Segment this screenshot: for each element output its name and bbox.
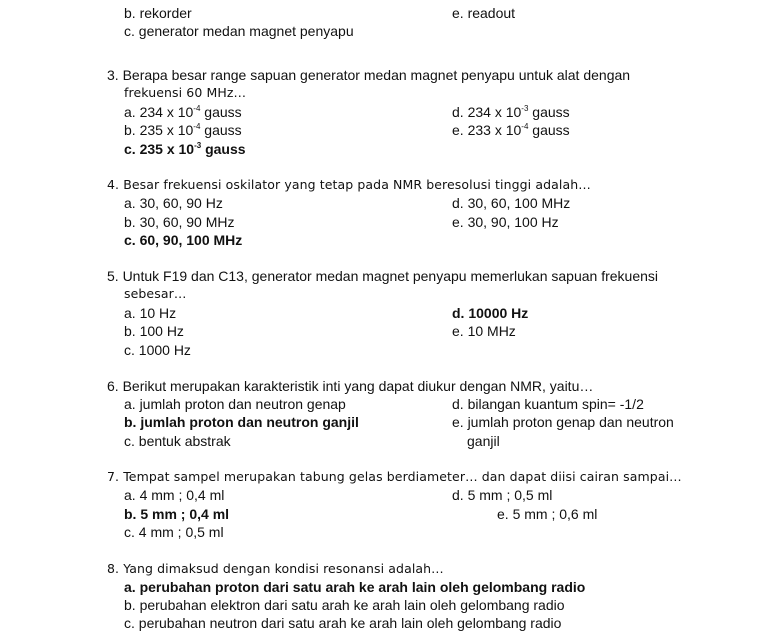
q5-option-a: a. 10 Hz [124,305,177,321]
q3-option-b: b. 235 x $10^{-4}$ gauss [124,122,242,138]
q4-option-a: a. 30, 60, 90 Hz [124,195,223,211]
q3-question: 3. Berapa besar range sapuan generator medan magnet penyapu untuk alat dengan [107,67,631,83]
q6-option-e-cont: ganjil [467,433,500,449]
q7-option-b-answer: b. 5 mm ; 0,4 ml [124,506,230,522]
q7-option-e: e. 5 mm ; 0,6 ml [497,506,598,522]
q5-option-e: e. 10 MHz [452,323,516,339]
q6-option-b-answer: b. jumlah proton dan neutron ganjil [124,414,359,430]
q5-question: 5. Untuk F19 dan C13, generator medan magnet penyapu memerlukan sapuan frekuensi [107,268,659,284]
q4-option-d: d. 30, 60, 100 MHz [452,195,571,211]
q4-question: 4. Besar frekuensi oskilator yang tetap pada NMR beresolusi tinggi adalah… [107,177,591,192]
q4-option-b: b. 30, 60, 90 MHz [124,214,235,230]
q2-option-b: b. rekorder [124,5,192,21]
q3-option-d: d. 234 x $10^{-3}$ gauss [452,104,570,120]
q8-option-a-answer: a. perubahan proton dari satu arah ke arah lain oleh gelombang radio [124,579,586,595]
q6-option-d: d. bilangan kuantum spin= -1/2 [452,396,644,412]
q7-option-a: a. 4 mm ; 0,4 ml [124,487,225,503]
q2-option-c: c. generator medan magnet penyapu [124,23,354,39]
q7-option-c: c. 4 mm ; 0,5 ml [124,524,224,540]
q8-question: 8. Yang dimaksud dengan kondisi resonansi adalah… [107,561,444,576]
q7-option-d: d. 5 mm ; 0,5 ml [452,487,553,503]
q3-option-e: e. 233 x $10^{-4}$ gauss [452,122,570,138]
q6-option-e: e. jumlah proton genap dan neutron [452,414,674,430]
q6-question: 6. Berikut merupakan karakteristik inti yang dapat diukur dengan NMR, yaitu… [107,378,594,394]
q5-option-c: c. 1000 Hz [124,342,191,358]
q6-option-c: c. bentuk abstrak [124,433,231,449]
q5-option-d-answer: d. 10000 Hz [452,305,529,321]
q8-option-c: c. perubahan neutron dari satu arah ke arah lain oleh gelombang radio [124,615,562,631]
q3-question-cont: frekuensi 60 MHz… [124,85,247,100]
q5-question-cont: sebesar… [124,286,187,301]
q5-option-b: b. 100 Hz [124,323,184,339]
q2-option-e: e. readout [452,5,516,21]
q8-option-b: b. perubahan elektron dari satu arah ke arah lain oleh gelombang radio [124,597,565,613]
q3-option-c-answer: c. 235 x $10^{-3}$ gauss [124,141,246,157]
q3-option-a: a. 234 x $10^{-4}$ gauss [124,104,242,120]
q4-option-e: e. 30, 90, 100 Hz [452,214,559,230]
q7-question: 7. Tempat sampel merupakan tabung gelas berdiameter… dan dapat diisi cairan sampai… [107,469,682,484]
q6-option-a: a. jumlah proton dan neutron genap [124,396,346,412]
q4-option-c-answer: c. 60, 90, 100 MHz [124,232,243,248]
